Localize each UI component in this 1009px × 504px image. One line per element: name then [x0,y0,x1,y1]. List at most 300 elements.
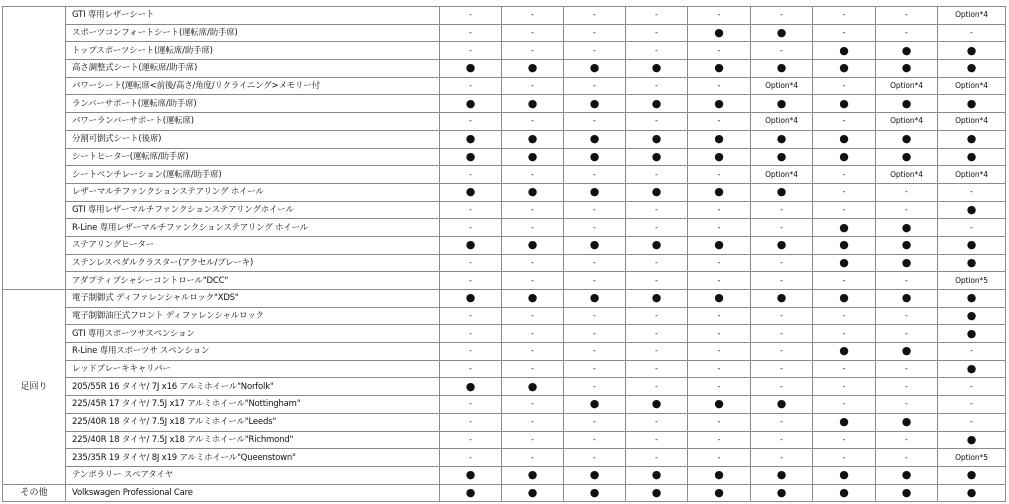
value-cell: Option*4 [751,113,813,131]
table-row [3,236,1006,254]
value-cell: ● [876,466,938,484]
value-cell: ● [626,148,688,166]
value-cell: - [938,396,1006,414]
table-row [3,449,1006,467]
value-cell: ● [938,325,1006,343]
value-cell: - [751,272,813,290]
value-cell: ● [751,290,813,308]
value-cell: - [813,166,876,184]
table-row [3,431,1006,449]
table-row [3,343,1006,361]
value-cell: ● [813,219,876,237]
value-cell: - [876,183,938,201]
feature-label: 分割可倒式シート(後席) [66,130,440,148]
value-cell: - [626,449,688,467]
value-cell: - [502,449,564,467]
value-cell: ● [502,378,564,396]
value-cell: - [751,7,813,25]
value-cell: - [751,413,813,431]
value-cell: - [688,378,751,396]
value-cell: ● [564,484,626,502]
value-cell: - [440,396,502,414]
value-cell: ● [938,431,1006,449]
value-cell: - [626,113,688,131]
value-cell: ● [688,484,751,502]
value-cell: ● [876,148,938,166]
value-cell: ● [564,95,626,113]
table-row [3,254,1006,272]
value-cell: ● [876,219,938,237]
value-cell: - [564,77,626,95]
value-cell: ● [813,42,876,60]
value-cell: - [813,77,876,95]
table-row [3,219,1006,237]
value-cell: Option*5 [938,449,1006,467]
value-cell: - [440,431,502,449]
value-cell: - [626,413,688,431]
value-cell: ● [626,95,688,113]
value-cell: - [938,378,1006,396]
value-cell: ● [876,484,938,502]
value-cell: ● [440,148,502,166]
value-cell: ● [876,343,938,361]
value-cell: - [502,396,564,414]
feature-label: シートヒーター(運転席/助手席) [66,148,440,166]
value-cell: - [813,396,876,414]
value-cell: ● [751,95,813,113]
value-cell: ● [813,148,876,166]
value-cell: - [813,307,876,325]
value-cell: - [626,166,688,184]
value-cell: - [876,307,938,325]
value-cell: ● [876,95,938,113]
value-cell: ● [876,42,938,60]
value-cell: - [876,272,938,290]
value-cell: - [440,449,502,467]
feature-label: GTI 専用レザーシート [66,7,440,25]
value-cell: - [626,42,688,60]
value-cell: - [564,254,626,272]
value-cell: - [688,360,751,378]
value-cell: ● [751,236,813,254]
value-cell: - [564,307,626,325]
value-cell: ● [502,95,564,113]
value-cell: ● [626,236,688,254]
value-cell: - [502,219,564,237]
feature-label: テンポラリー スペアタイヤ [66,466,440,484]
value-cell: - [688,413,751,431]
value-cell: - [564,113,626,131]
value-cell: ● [688,183,751,201]
value-cell: - [564,24,626,42]
feature-label: GTI 専用スポーツサスペンション [66,325,440,343]
value-cell: ● [502,183,564,201]
value-cell: - [688,42,751,60]
value-cell: - [440,307,502,325]
value-cell: ● [813,413,876,431]
value-cell: - [626,77,688,95]
value-cell: - [751,219,813,237]
value-cell: - [751,254,813,272]
feature-label: 電子制御式 ディファレンシャルロック"XDS" [66,290,440,308]
table-row [3,130,1006,148]
value-cell: ● [440,378,502,396]
value-cell: ● [938,254,1006,272]
value-cell: - [876,7,938,25]
value-cell: ● [938,95,1006,113]
value-cell: - [813,360,876,378]
value-cell: ● [938,60,1006,78]
value-cell: - [502,7,564,25]
value-cell: ● [564,236,626,254]
value-cell: - [502,325,564,343]
value-cell: ● [938,484,1006,502]
value-cell: - [813,183,876,201]
value-cell: - [751,431,813,449]
feature-label: 電子制御油圧式フロント ディファレンシャルロック [66,307,440,325]
value-cell: - [502,254,564,272]
feature-label: シートベンチレーション(運転席/助手席) [66,166,440,184]
value-cell: - [564,201,626,219]
table-row [3,113,1006,131]
value-cell: ● [813,484,876,502]
value-cell: ● [626,466,688,484]
value-cell: - [751,378,813,396]
value-cell: - [564,360,626,378]
value-cell: ● [876,413,938,431]
value-cell: - [626,7,688,25]
value-cell: - [626,431,688,449]
value-cell: - [813,24,876,42]
value-cell: ● [502,130,564,148]
value-cell: - [626,343,688,361]
value-cell: - [564,325,626,343]
feature-label: 225/45R 17 タイヤ/ 7.5J x17 アルミホイール"Nottingham" [66,396,440,414]
value-cell: - [938,343,1006,361]
value-cell: ● [938,290,1006,308]
value-cell: - [440,219,502,237]
value-cell: - [813,113,876,131]
value-cell: - [502,343,564,361]
feature-label: 235/35R 19 タイヤ/ 8J x19 アルミホイール"Queenstown" [66,449,440,467]
feature-label: レザーマルチファンクションステアリング ホイール [66,183,440,201]
value-cell: ● [938,466,1006,484]
value-cell: - [440,254,502,272]
table-row [3,466,1006,484]
feature-label: Volkswagen Professional Care [66,484,440,502]
value-cell: - [813,325,876,343]
value-cell: ● [440,236,502,254]
value-cell: - [440,360,502,378]
value-cell: - [502,77,564,95]
feature-label: 225/40R 18 タイヤ/ 7.5J x18 アルミホイール"Leeds" [66,413,440,431]
value-cell: ● [813,290,876,308]
value-cell: ● [626,130,688,148]
table-row [3,60,1006,78]
value-cell: ● [876,290,938,308]
value-cell: - [564,42,626,60]
table-row [3,484,1006,502]
value-cell: - [813,272,876,290]
value-cell: ● [813,60,876,78]
value-cell: Option*4 [751,166,813,184]
value-cell: - [938,219,1006,237]
value-cell: - [440,77,502,95]
value-cell: ● [502,466,564,484]
value-cell: ● [688,95,751,113]
value-cell: - [502,166,564,184]
value-cell: - [564,413,626,431]
value-cell: - [502,431,564,449]
value-cell: ● [751,484,813,502]
value-cell: - [751,42,813,60]
value-cell: - [688,449,751,467]
value-cell: - [502,360,564,378]
value-cell: ● [813,466,876,484]
value-cell: ● [440,466,502,484]
table-row [3,166,1006,184]
value-cell: ● [626,396,688,414]
table-row [3,325,1006,343]
value-cell: Option*4 [938,77,1006,95]
value-cell: - [876,431,938,449]
table-row [3,77,1006,95]
value-cell: ● [813,95,876,113]
value-cell: ● [564,396,626,414]
value-cell: - [688,201,751,219]
value-cell: ● [440,130,502,148]
value-cell: - [502,24,564,42]
value-cell: Option*4 [751,77,813,95]
value-cell: - [813,378,876,396]
value-cell: - [751,360,813,378]
value-cell: - [876,201,938,219]
value-cell: - [688,77,751,95]
table-row [3,7,1006,25]
value-cell: Option*4 [938,166,1006,184]
value-cell: ● [938,360,1006,378]
feature-label: レッドブレーキキャリパー [66,360,440,378]
value-cell: - [688,219,751,237]
value-cell: ● [440,290,502,308]
value-cell: - [564,378,626,396]
value-cell: - [440,24,502,42]
value-cell: - [688,431,751,449]
table-row [3,148,1006,166]
value-cell: ● [626,484,688,502]
value-cell: ● [564,183,626,201]
feature-label: トップスポーツシート(運転席/助手席) [66,42,440,60]
value-cell: ● [688,60,751,78]
table-row [3,413,1006,431]
feature-label: パワーシート(運転席<前後/高さ/角度/リクライニング>メモリー付 [66,77,440,95]
value-cell: ● [440,95,502,113]
value-cell: ● [440,183,502,201]
value-cell: - [938,413,1006,431]
value-cell: ● [813,343,876,361]
value-cell: - [564,449,626,467]
value-cell: - [751,325,813,343]
value-cell: - [813,431,876,449]
value-cell: ● [751,396,813,414]
value-cell: - [626,307,688,325]
value-cell: ● [502,148,564,166]
spec-table-body [3,7,1006,502]
value-cell: - [938,183,1006,201]
value-cell: ● [938,148,1006,166]
category-cell [3,7,66,290]
value-cell: - [876,449,938,467]
value-cell: - [440,42,502,60]
value-cell: - [440,272,502,290]
value-cell: - [626,272,688,290]
value-cell: ● [938,130,1006,148]
value-cell: - [440,201,502,219]
value-cell: Option*4 [876,166,938,184]
value-cell: - [813,449,876,467]
table-row [3,307,1006,325]
feature-label: GTI 専用レザーマルチファンクションステアリングホイール [66,201,440,219]
value-cell: - [751,449,813,467]
value-cell: - [751,307,813,325]
value-cell: - [688,307,751,325]
value-cell: - [751,343,813,361]
value-cell: Option*5 [938,272,1006,290]
value-cell: ● [502,236,564,254]
value-cell: - [688,325,751,343]
value-cell: - [564,272,626,290]
value-cell: ● [688,130,751,148]
value-cell: - [502,42,564,60]
value-cell: ● [502,290,564,308]
value-cell: - [813,201,876,219]
value-cell: - [688,272,751,290]
value-cell: ● [688,236,751,254]
value-cell: - [688,166,751,184]
table-row [3,183,1006,201]
value-cell: - [626,378,688,396]
value-cell: ● [751,24,813,42]
value-cell: - [564,343,626,361]
category-cell: その他 [3,484,66,502]
value-cell: - [440,413,502,431]
value-cell: - [440,325,502,343]
feature-label: アダプティブシャシーコントロール"DCC" [66,272,440,290]
value-cell: ● [876,60,938,78]
value-cell: ● [938,236,1006,254]
value-cell: - [626,254,688,272]
value-cell: ● [564,290,626,308]
table-row [3,24,1006,42]
value-cell: ● [564,466,626,484]
value-cell: ● [751,466,813,484]
value-cell: - [876,378,938,396]
value-cell: - [688,343,751,361]
table-row [3,201,1006,219]
table-row [3,272,1006,290]
feature-label: 高さ調整式シート(運転席/助手席) [66,60,440,78]
spec-table [2,6,1006,502]
table-row [3,290,1006,308]
table-row [3,378,1006,396]
value-cell: ● [751,183,813,201]
value-cell: - [564,219,626,237]
value-cell: - [440,166,502,184]
category-cell: 足回り [3,290,66,485]
value-cell: ● [688,290,751,308]
value-cell: - [564,431,626,449]
value-cell: - [564,7,626,25]
feature-label: パワーランバーサポート(運転席) [66,113,440,131]
value-cell: ● [938,42,1006,60]
table-row [3,396,1006,414]
value-cell: - [688,254,751,272]
feature-label: 225/40R 18 タイヤ/ 7.5J x18 アルミホイール"Richmond" [66,431,440,449]
value-cell: ● [813,130,876,148]
value-cell: - [626,219,688,237]
value-cell: - [502,307,564,325]
table-row [3,42,1006,60]
value-cell: ● [440,60,502,78]
value-cell: ● [688,396,751,414]
feature-label: スポーツコンフォートシート(運転席/助手席) [66,24,440,42]
value-cell: - [626,24,688,42]
value-cell: ● [440,484,502,502]
value-cell: ● [502,60,564,78]
value-cell: Option*4 [876,77,938,95]
value-cell: ● [626,60,688,78]
value-cell: ● [626,290,688,308]
value-cell: Option*4 [876,113,938,131]
feature-label: ステンレスペダルクラスター(アクセル/ブレーキ) [66,254,440,272]
value-cell: - [876,325,938,343]
value-cell: - [813,7,876,25]
value-cell: - [938,24,1006,42]
value-cell: - [626,201,688,219]
value-cell: ● [938,307,1006,325]
value-cell: ● [564,60,626,78]
value-cell: ● [938,201,1006,219]
value-cell: ● [751,60,813,78]
value-cell: ● [502,484,564,502]
feature-label: R-Line 専用レザーマルチファンクションステアリング ホイール [66,219,440,237]
value-cell: ● [876,236,938,254]
value-cell: ● [688,24,751,42]
value-cell: - [876,24,938,42]
value-cell: - [502,272,564,290]
value-cell: - [564,166,626,184]
value-cell: ● [688,148,751,166]
value-cell: - [502,413,564,431]
value-cell: - [876,360,938,378]
feature-label: ステアリングヒーター [66,236,440,254]
value-cell: - [876,396,938,414]
value-cell: ● [876,254,938,272]
value-cell: ● [876,130,938,148]
table-row [3,360,1006,378]
value-cell: - [751,201,813,219]
feature-label: R-Line 専用スポーツサ スペンション [66,343,440,361]
feature-label: 205/55R 16 タイヤ/ 7J x16 アルミホイール"Norfolk" [66,378,440,396]
value-cell: - [440,7,502,25]
value-cell: - [688,7,751,25]
value-cell: ● [751,130,813,148]
value-cell: ● [564,130,626,148]
feature-label: ランバーサポート(運転席/助手席) [66,95,440,113]
value-cell: Option*4 [938,113,1006,131]
value-cell: Option*4 [938,7,1006,25]
value-cell: ● [751,148,813,166]
